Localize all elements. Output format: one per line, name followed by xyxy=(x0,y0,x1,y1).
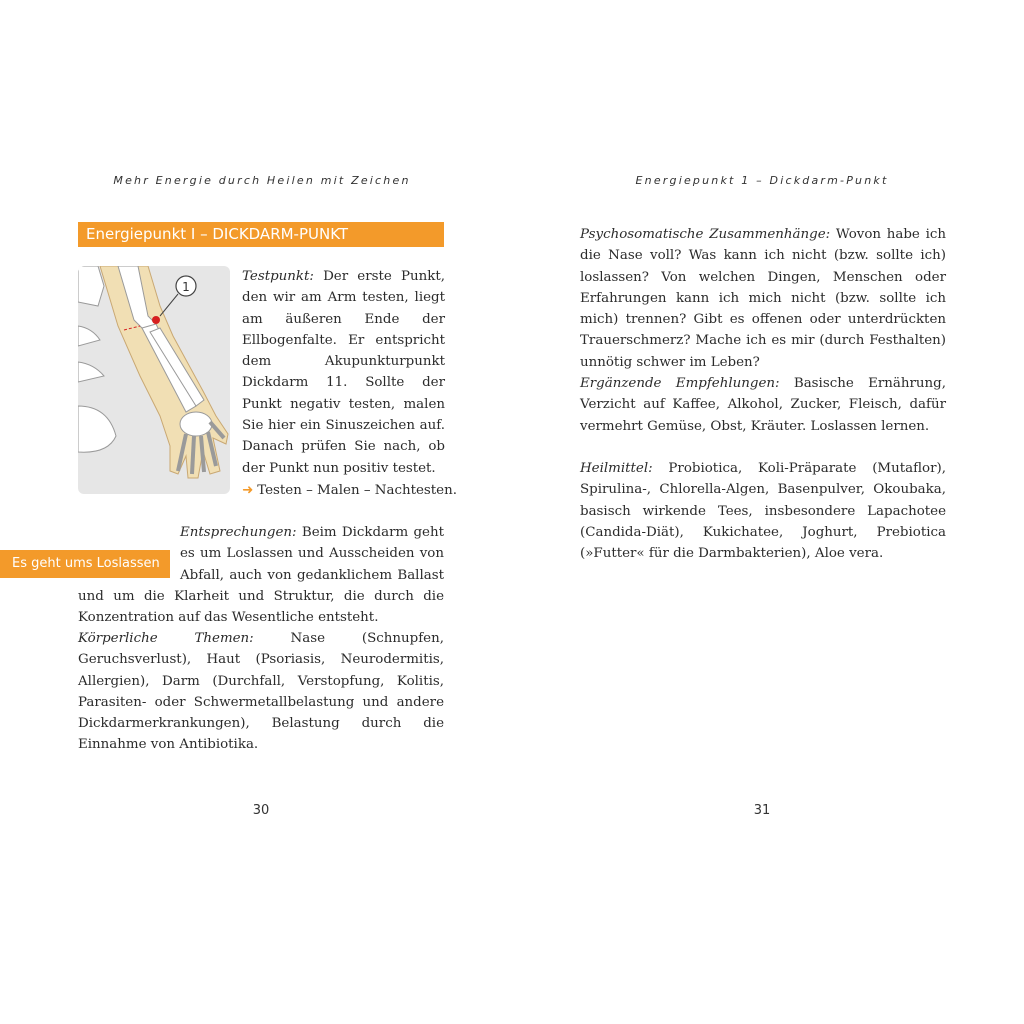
running-head-right: Energiepunkt 1 – Dickdarm-Punkt xyxy=(635,174,889,187)
empfehlungen-paragraph xyxy=(580,373,946,437)
figure-marker: 1 xyxy=(182,280,190,294)
arrow-right-icon: ➜ xyxy=(242,483,254,498)
page-number-right: 31 xyxy=(753,803,771,818)
psychosomatik-text: Wovon habe ich die Nase voll? Was kann ich nicht (bzw. sollte ich) loslassen? Von welchen Dingen, Menschen oder Erfahrungen kann ich mich nicht (bzw. sollte ich mich) trennen? Gibt es offenen oder unterdrückten Trauerschmerz? Mache ich es mir (durch Festhalten) unnötig schwer im Leben? xyxy=(580,227,946,370)
empfehlungen-label: Ergänzende Empfehlungen: xyxy=(580,376,780,391)
margin-note: Es geht ums Loslassen xyxy=(0,550,170,578)
section-title: Energiepunkt I – DICKDARM-PUNKT xyxy=(78,222,444,247)
heilmittel-text: Probiotica, Koli-Präparate (Mutaflor), Spirulina-, Chlorella-Algen, Basenpulver, Okoubaka, basisch wirkende Tees, insbesondere Lapachotee (Candida-Diät), Kukichatee, Joghurt, Prebiotica (»Futter« für die Darmbakterien), Aloe vera. xyxy=(580,461,946,562)
heilmittel-label: Heilmittel: xyxy=(580,461,653,476)
right-page xyxy=(512,0,1024,1024)
test-flow-line xyxy=(242,480,457,501)
test-flow-text: Testen – Malen – Nachtesten. xyxy=(257,483,457,498)
acupoint-marker xyxy=(152,316,160,324)
testpunkt-text: Der erste Punkt, den wir am Arm testen, liegt am äußeren Ende der Ellbogenfalte. Er entspricht dem Akupunkturpunkt Dickdarm 11. Sollte der Punkt negativ testen, malen Sie hier ein Sinuszeichen auf. Danach prüfen Sie nach, ob der Punkt nun positiv testet. xyxy=(242,269,445,476)
psychosomatik-label: Psychosomatische Zusammenhänge: xyxy=(580,227,831,242)
page-number-left: 30 xyxy=(252,803,270,818)
empfehlungen-text: Basische Ernährung, Verzicht auf Kaffee, Alkohol, Zucker, Fleisch, dafür vermehrt Gemüse, Obst, Kräuter. Loslassen lernen. xyxy=(580,376,946,434)
psychosomatik-paragraph xyxy=(580,224,946,373)
koerperliche-themen-label: Körperliche Themen: xyxy=(78,631,254,646)
arm-skeleton-illustration xyxy=(78,266,230,494)
heilmittel-paragraph xyxy=(580,458,946,564)
koerperliche-themen-text: Nase (Schnupfen, Geruchsverlust), Haut (Psoriasis, Neurodermitis, Allergien), Darm (Durchfall, Verstopfung, Kolitis, Parasiten- oder Schwermetallbelastung und andere Dickdarmerkrankungen), Belastung durch die Einnahme von Antibiotika. xyxy=(78,631,444,753)
entsprechungen-text: Beim Dickdarm geht es um Loslassen und Ausscheiden von Abfall, auch von gedanklichem Ballast und um die Klarheit und Struktur, die durch die Konzentration auf das Wesentliche entsteht. xyxy=(78,525,444,626)
testpunkt-label: Testpunkt: xyxy=(242,269,314,284)
entsprechungen-label: Entsprechungen: xyxy=(180,525,297,540)
testpunkt-paragraph xyxy=(242,266,445,479)
koerperliche-themen-paragraph xyxy=(78,628,444,756)
running-head-left: Mehr Energie durch Heilen mit Zeichen xyxy=(113,174,411,187)
arm-illustration-svg xyxy=(78,266,230,494)
